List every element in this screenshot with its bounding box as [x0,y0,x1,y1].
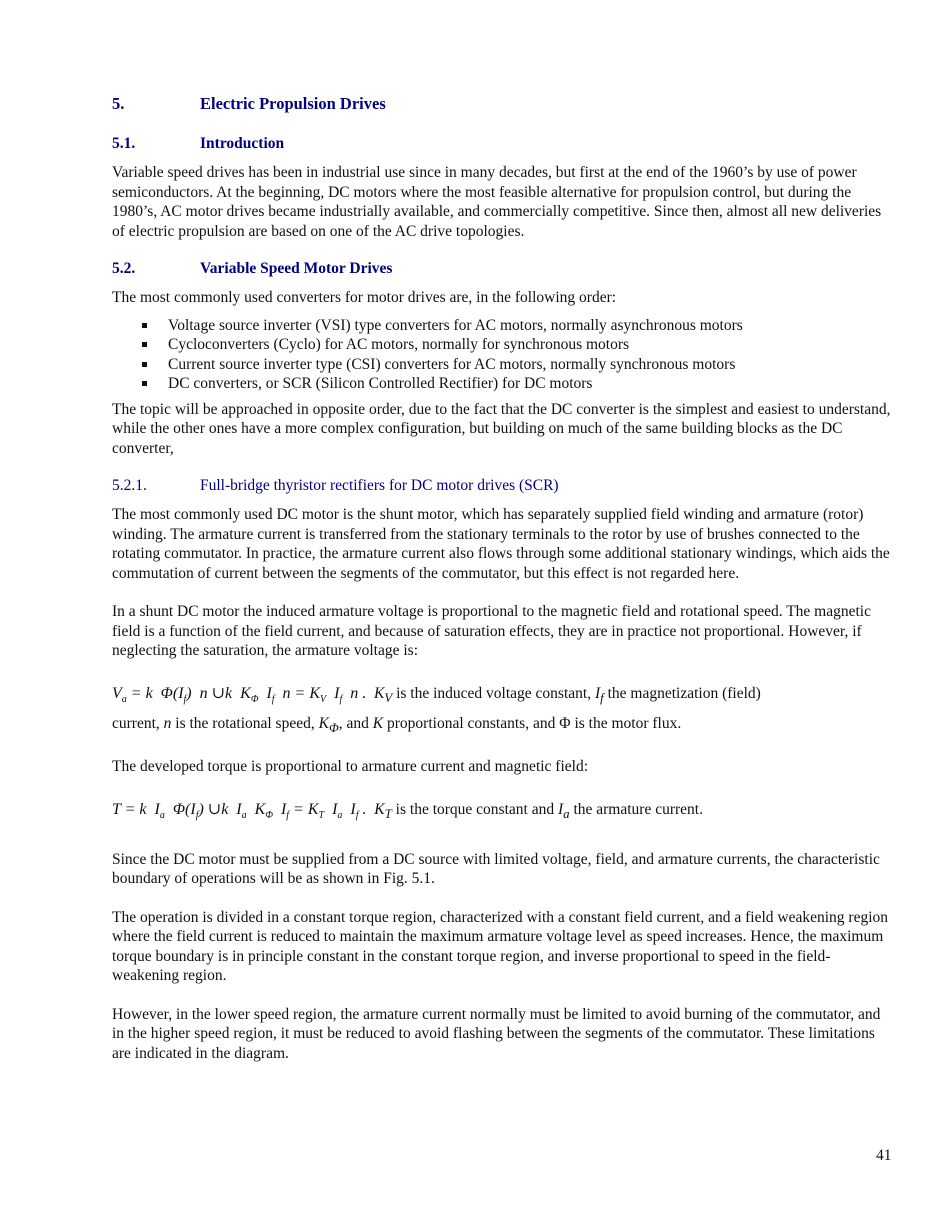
list-item: Voltage source inverter (VSI) type converters for AC motors, normally asynchronous motors [112,316,896,336]
document-page [112,94,896,1063]
subsection-heading-variable-speed [112,260,896,278]
voltage-equation: $V_a = k$ $\Phi(I_f)$ n ∪k $K_\Phi$ $I_f$ $n = K_V$ $I_f$ n . [112,684,367,705]
eq2-text: the armature current. [569,800,703,818]
subsection-number: 5.1. [112,135,136,152]
converters-intro: The most commonly used converters for motor drives are, in the following order: [112,289,617,306]
eq1-text: current, [112,714,164,732]
section-number: 5. [112,94,125,113]
section-title: Electric Propulsion Drives [200,94,386,113]
torque-equation-block: T = k $I_a$ $\Phi(I_f)$ ∪k $I_a$ $K_\Phi$ $I_f = K_T$ $I_a$ $I_f$ . $K_T$ is the torque constant and $I_a$ the armature current. [112,800,703,821]
armature-voltage-paragraph: In a shunt DC motor the induced armature voltage is proportional to the magnetic field and rotational speed. The magnetic field is a function of the field current, and because of saturation effects, they are in practice not proportional. However, if neglecting the saturation, the armature voltage is: [112,603,871,659]
list-item: Cycloconverters (Cyclo) for AC motors, normally for synchronous motors [112,335,896,355]
eq1-text: proportional constants, and [383,714,560,732]
intro-paragraph: Variable speed drives has been in industrial use since in many decades, but first at the end of the 1960’s by use of power semiconductors. At the beginning, DC motors where the most feasible alternative for propulsion control, but during the 1980’s, AC motor drives became industrially available, and commercially competitive. Since then, almost all new deliveries of electric propulsion are based on one of the AC drive topologies. [112,164,882,240]
converter-list [112,316,896,394]
eq1-text: is the rotational speed, [171,714,319,732]
subsection-title: Introduction [200,135,285,152]
section-heading [112,94,896,114]
voltage-equation-block: $V_a = k$ $\Phi(I_f)$ n ∪k $K_\Phi$ $I_f$ $n = K_V$ $I_f$ n . $K_V$ is the induced voltage constant, $I_f$ the magnetization (field) current, n is the rotational speed, $K_\Phi$, and K proportional constants, and Φ is the motor flux. [112,684,761,735]
subsubsection-title: Full-bridge thyristor rectifiers for DC motor drives (SCR) [200,477,559,494]
regions-paragraph: The operation is divided in a constant torque region, characterized with a constant field current, and a field weakening region where the field current is reduced to maintain the maximum armature voltage level as speed increases. Hence, the maximum torque boundary is in principle constant in the constant torque region, and inverse proportional to speed in the field-weakening region. [112,908,888,985]
eq1-text: is the motor flux. [570,714,682,732]
subsubsection-heading [112,477,896,495]
torque-equation: T = k $I_a$ $\Phi(I_f)$ ∪k $I_a$ $K_\Phi$ $I_f = K_T$ $I_a$ $I_f$ . [112,800,367,821]
eq1-text: is the induced voltage constant, [392,684,595,702]
subsection-heading-introduction [112,135,896,153]
subsubsection-number: 5.2.1. [112,477,147,494]
page-number: 41 [876,1147,892,1164]
list-item: DC converters, or SCR (Silicon Controlled Rectifier) for DC motors [112,374,896,394]
approach-paragraph: The topic will be approached in opposite order, due to the fact that the DC converter is the simplest and easiest to understand, while the other ones have a more complex configuration, but building on much of the same building blocks as the DC converter, [112,400,891,457]
subsection-number: 5.2. [112,260,136,277]
subsection-title: Variable Speed Motor Drives [200,260,393,277]
eq1-text: , and [338,714,373,732]
eq1-text: the magnetization (field) [603,684,761,702]
shunt-motor-paragraph: The most commonly used DC motor is the shunt motor, which has separately supplied field winding and armature (rotor) winding. The armature current is transferred from the stationary terminals to the rotor by use of brushes connected to the rotating commutator. In practice, the armature current also flows through some additional stationary windings, which aids the commutation of current between the segments of the commutator, but this effect is not regarded here. [112,506,890,582]
eq2-text: is the torque constant and [391,800,558,818]
torque-paragraph: The developed torque is proportional to armature current and magnetic field: [112,758,589,776]
limitations-paragraph: However, in the lower speed region, the armature current normally must be limited to avoid burning of the commutator, and in the higher speed region, it must be reduced to avoid flashing between the segments of the commutator. These limitations are indicated in the diagram. [112,1005,881,1062]
list-item: Current source inverter type (CSI) converters for AC motors, normally synchronous motors [112,355,896,375]
boundary-paragraph: Since the DC motor must be supplied from a DC source with limited voltage, field, and armature currents, the characteristic boundary of operations will be as shown in Fig. 5.1. [112,850,880,888]
